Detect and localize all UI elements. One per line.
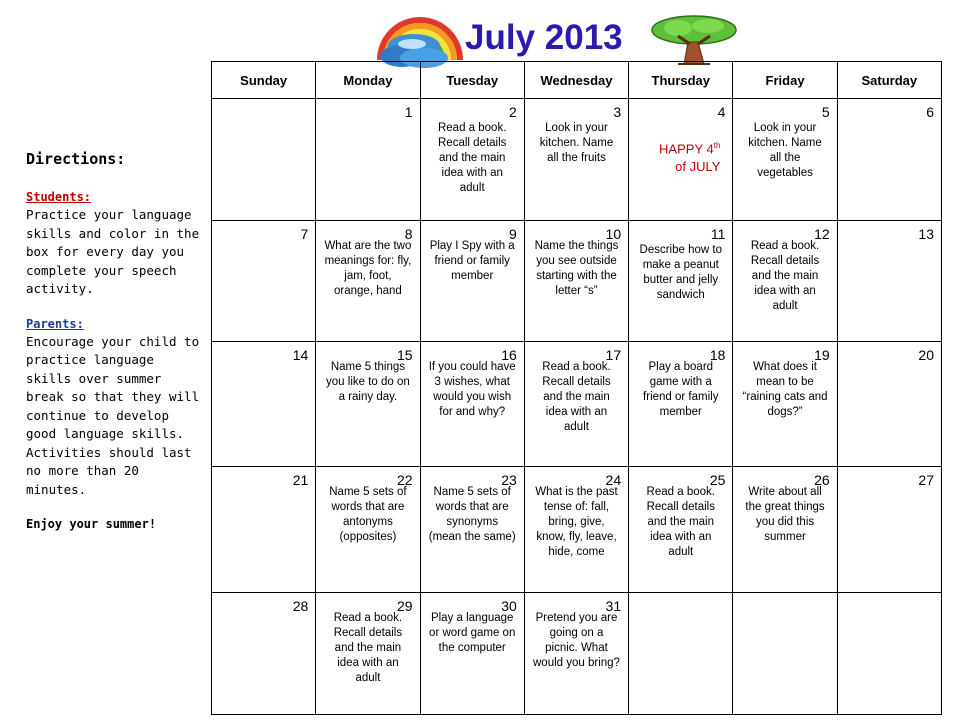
tree-icon [648,14,740,66]
weekday-header: Tuesday [420,62,524,99]
day-number: 19 [814,347,830,363]
activity-text: What are the two meanings for: fly, jam, foot, orange, hand [324,240,412,297]
day-number: 10 [605,226,622,242]
activity-text: Write about all the great things you did this summer [745,486,825,543]
day-cell[interactable] [420,593,524,715]
page-title: July 2013 [465,18,623,57]
day-number: 28 [292,598,309,614]
day-cell[interactable] [316,99,420,221]
day-number: 23 [501,472,517,488]
activity-text: Play I Spy with a friend or family member [429,240,515,282]
day-cell[interactable] [420,467,524,593]
day-number: 30 [501,598,517,614]
day-cell[interactable] [733,467,837,593]
day-cell[interactable] [733,221,837,342]
week-row [212,99,942,221]
day-number: 1 [404,104,413,120]
day-cell[interactable] [733,342,837,467]
week-row [212,467,942,593]
day-cell-empty [629,593,733,715]
day-number: 6 [926,104,934,120]
activity-text: Read a book. Recall details and the main idea with an adult [333,612,403,684]
day-cell[interactable] [629,221,733,342]
day-cell[interactable] [629,342,733,467]
activity-text: Read a book. Recall details and the main idea with an adult [750,240,820,312]
day-cell[interactable] [524,342,628,467]
day-cell[interactable] [524,467,628,593]
students-text: Practice your language skills and color in the box for every day you complete your speech activity. [26,207,200,296]
day-cell[interactable] [316,467,420,593]
weekday-header: Wednesday [524,62,628,99]
activity-text: Describe how to make a peanut butter and jelly sandwich [639,244,722,301]
closing-text: Enjoy your summer! [26,517,157,531]
weekday-header: Saturday [837,62,941,99]
week-row [212,221,942,342]
day-number: 14 [292,347,309,363]
activity-text: Name 5 sets of words that are antonyms (opposites) [329,486,407,543]
parents-heading: Parents: [26,316,84,331]
day-cell[interactable] [316,342,420,467]
day-cell[interactable] [524,593,628,715]
day-number: 7 [300,226,309,242]
activity-text: Name 5 sets of words that are synonyms (mean the same) [428,486,516,543]
parents-text: Encourage your child to practice language skills over summer break so that they will continue to develop good language skills. Activities should last no more than 20 minutes. [26,333,200,497]
activity-text: Name 5 things you like to do on a rainy day. [326,361,410,403]
day-number: 18 [709,347,726,363]
day-number: 15 [396,347,413,363]
directions-title: Directions: [26,150,126,168]
day-cell[interactable] [316,593,420,715]
activity-text: Play a language or word game on the computer [429,612,516,654]
day-number: 21 [292,472,309,488]
day-number: 3 [613,104,622,120]
day-cell[interactable] [316,221,420,342]
activity-text: Play a board game with a friend or family member [643,361,719,418]
week-row [212,593,942,715]
day-cell[interactable] [212,221,316,342]
day-number: 2 [509,104,517,120]
activity-text: Look in your kitchen. Name all the vegetables [748,122,822,179]
holiday-text: HAPPY 4th of JULY [659,141,721,175]
weekday-header: Sunday [212,62,316,99]
day-cell[interactable] [420,221,524,342]
day-cell[interactable] [837,99,941,221]
day-number: 9 [509,226,517,242]
calendar-grid [211,61,942,715]
activity-text: Look in your kitchen. Name all the fruits [539,122,614,164]
day-cell[interactable] [524,221,628,342]
day-cell-empty [837,593,941,715]
weekday-header: Thursday [629,62,733,99]
day-cell-empty [733,593,837,715]
activity-text: Read a book. Recall details and the main idea with an adult [542,361,611,433]
activity-text: What does it mean to be “raining cats and dogs?” [742,361,828,418]
day-cell[interactable] [629,99,733,221]
directions-panel [26,150,206,531]
activity-text: Name the things you see outside starting with the letter “s” [534,240,619,297]
day-cell[interactable] [524,99,628,221]
day-cell[interactable] [212,342,316,467]
day-cell[interactable] [212,467,316,593]
rainbow-cloud-icon [372,0,468,70]
day-cell[interactable] [629,467,733,593]
activity-text: Pretend you are going on a picnic. What would you bring? [533,612,620,669]
day-number: 25 [709,472,726,488]
day-number: 16 [501,347,517,363]
activity-text: If you could have 3 wishes, what would you wish for and why? [428,361,516,418]
weekday-header-row [212,62,942,99]
weekday-header: Monday [316,62,420,99]
day-number: 8 [404,226,413,242]
day-number: 29 [396,598,413,614]
day-number: 5 [821,104,830,120]
day-cell[interactable] [420,342,524,467]
day-cell[interactable] [420,99,524,221]
students-heading: Students: [26,190,92,204]
weekday-header: Friday [733,62,837,99]
activity-text: Read a book. Recall details and the main idea with an adult [646,486,715,558]
day-number: 27 [918,472,934,488]
day-number: 24 [605,472,622,488]
day-cell[interactable] [837,221,941,342]
day-number: 22 [396,472,413,488]
day-number: 26 [814,472,830,488]
day-cell-empty [212,99,316,221]
activity-text: What is the past tense of: fall, bring, give, know, fly, leave, hide, come [535,486,618,558]
day-cell[interactable] [837,467,941,593]
day-number: 11 [710,226,726,242]
day-number: 20 [918,347,934,363]
day-cell[interactable] [212,593,316,715]
activity-text: Read a book. Recall details and the main idea with an adult [437,122,507,194]
day-number: 17 [605,347,622,363]
day-number: 13 [918,226,934,242]
day-number: 4 [717,104,726,120]
day-cell[interactable] [733,99,837,221]
day-number: 12 [814,226,830,242]
day-number: 31 [605,598,622,614]
week-row [212,342,942,467]
day-cell[interactable] [837,342,941,467]
